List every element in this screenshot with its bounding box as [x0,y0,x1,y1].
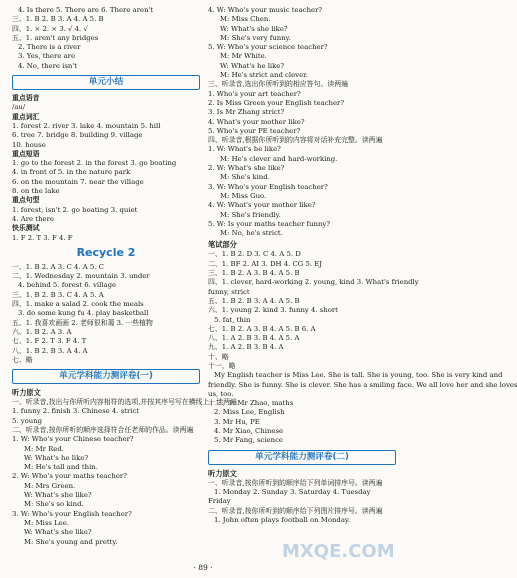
text-line: 八、1. B 2. B 3. A 4. A [12,346,88,355]
text-line: W: What's he like? [220,61,285,70]
text-line: 一、1. B 2. D 3. C 4. A 5. D [208,250,301,259]
text-line: 3. Is Mr Zhang strict? [208,108,285,117]
text-line: M: She's young and pretty. [24,537,118,546]
text-line: M: Mr White. [220,52,267,61]
sentences-heading: 重点句型 [12,196,40,205]
text-line: 4. What's your mother like? [208,117,305,126]
text-line: 2. W: Who's your maths teacher? [12,472,127,481]
text-line: 六、1. B 2. A 3. A [12,327,72,336]
text-line: 5. fat, thin [214,315,251,324]
text-line: 二、1. Wednesday 2. mountain 3. under [12,272,150,281]
text-line: 1. funny 2. finish 3. Chinese 4. strict [12,407,140,416]
text-line: 3. do some kung fu 4. play basketball [18,309,149,318]
text-line: 1. forest, isn't 2. go boating 3. quiet [12,205,138,214]
text-line: 四、1. clever, hard-working 2. young, kind 3. What's friendly [208,278,419,287]
text-line: us, too. [208,389,234,398]
text-line: 二、听录音,按你所听的顺序选择符合任老师的作品。读两遍 [12,425,194,434]
text-line: 一、1. B 2. A 3. C 4. A 5. C [12,262,104,271]
text-line: 4. in front of 5. in the nature park [12,168,131,177]
pronunciation-heading: 重点语音 [12,94,40,103]
text-line: 6. tree 7. bridge 8. building 9. village [12,131,143,140]
text-line: M: She's kind. [220,173,270,182]
text-line: 4. Are there [12,214,54,223]
text-line: 八、1. A 2. B 3. B 4. A 5. A [208,334,300,343]
right-column [208,6,517,562]
text-line: 2. There is a river [18,43,81,52]
svg-text:MXQE.COM: MXQE.COM [282,541,395,562]
test1-title: 单元学科能力测评卷(一) [12,369,200,384]
text-line: 3. W: Who's your English teacher? [12,509,132,518]
text-line: 2. Is Miss Green your English teacher? [208,98,345,107]
text-line: /au/ [12,103,26,112]
text-line: 5. W: Is your maths teacher funny? [208,219,331,228]
text-line: 4. W: What's your mother like? [208,201,316,210]
recycle-title: Recycle 2 [76,245,136,259]
text-line: funny, strict [208,287,250,296]
unit-summary-title: 单元小结 [12,75,200,90]
text-line: 二、听录音,按你所听到的顺序给下列图片排序号。读两遍 [208,506,383,515]
text-line: 四、听录音,根据你所听到的内容将对话补充完整。读两遍 [208,136,383,145]
text-line: 4. Is there 5. There are 6. There aren't [18,6,154,14]
text-line: 三、1. B 2. A 3. B 4. A 5. B [208,269,300,278]
text-line: M: Miss Guo. [220,191,267,200]
text-line: 1. forest 2. river 3. lake 4. mountain 5. hill [12,121,161,130]
text-line: 十、略 [208,352,229,361]
page-number: · 89 · [193,563,213,572]
text-line: 五、1. 我喜欢画画 2. 老师很和蔼 3. 一些植物 [12,318,153,327]
text-line: 四、1. make a salad 2. cook the meals [12,300,144,309]
listening-heading: 听力原文 [12,388,41,398]
text-line: 十一、略 [208,361,236,370]
text-line: 1. John often plays football on Monday. [214,515,351,524]
text-line: 一、听录音,按你所听到的顺序给下列单词排序号。读两遍 [208,478,383,487]
text-line: 8. on the lake [12,187,60,196]
text-line: 七、1. F 2. T 3. F 4. T [12,337,87,346]
text-line: 六、1. young 2. kind 3. funny 4. short [208,306,338,315]
text-line: M: He's clever and hard-working. [220,154,338,163]
text-line: W: What's she like? [24,528,92,537]
text-line: 1. W: Who's your Chinese teacher? [12,435,134,444]
text-line: 10. house [12,140,46,149]
text-line: 4. No, there isn't [18,61,78,70]
text-line: 五、1. aren't any bridges [12,33,99,42]
text-line: 5. W: Who's your science teacher? [208,43,328,52]
text-line: My English teacher is Miss Lee. She is tall. She is young, too. She is very kind and [214,371,503,380]
text-line: M: She's so kind. [24,500,84,509]
text-line: 3. Yes, there are [18,52,76,61]
text-line: 1. Who's your art teacher? [208,89,301,98]
text-line: 3. W: Who's your English teacher? [208,182,328,191]
text-line: 七、1. B 2. A 3. B 4. A 5. B 6. A [208,324,316,333]
text-line: M: She's friendly. [220,210,281,219]
text-line: 五、1. B 2. B 3. A 4. A 5. B [208,296,300,305]
text-line: 三、听录音,选出你所听到的相应答句。读两遍 [208,80,349,89]
text-line: 5. young [12,416,43,425]
text-line: 4. behind 5. forest 6. village [18,281,117,290]
text-line: W: What's she like? [220,24,288,33]
text-line: W: What's she like? [24,491,92,500]
text-line: M: Miss Chen. [220,15,271,24]
text-line: 5. Who's your PE teacher? [208,126,301,135]
text-line: 6. on the mountain 7. near the village [12,177,144,186]
words-heading: 重点词汇 [12,112,40,121]
test2-title: 单元学科能力测评卷(二) [208,450,396,465]
text-line: 4. W: Who's your music teacher? [208,6,323,14]
text-line: M: Mrs Green. [24,481,76,490]
text-line: M: Mr Red. [24,444,64,453]
text-line: 十二、1. Mr Zhao, maths [208,399,294,408]
text-line: W: What's he like? [24,453,89,462]
text-line: Friday [208,497,231,506]
text-line: 1. Monday 2. Sunday 3. Saturday 4. Tuesday [214,487,371,496]
text-line: 4. Mr Xiao, Chinese [214,427,284,436]
text-line: 2. W: What's she like? [208,164,285,173]
text-line: friendly. She is funny. She is clever. She has a smiling face. We all love her and she loves [208,380,517,389]
listening2-heading: 听力原文 [208,468,237,478]
text-line: 九、1. A 2. B 3. B 4. A [208,343,284,352]
text-line: M: No, he's strict. [220,229,283,238]
text-line: M: He's tall and thin. [24,463,98,472]
text-line: 四、1. × 2. × 3. √ 4. √ [12,24,88,33]
text-line: 1. go to the forest 2. in the forest 3. go boating [12,159,177,168]
phrases-heading: 重点短语 [12,149,40,158]
text-line: 一、听录音,找出与你所听内容相符的选项,并按其序号写在横线上。读两遍 [12,398,237,407]
text-line: M: Miss Lee. [24,518,70,527]
text-line: 二、1. BF 2. AI 3. DH 4. CG 5. EJ [208,259,323,268]
written-heading: 笔试部分 [208,240,237,250]
text-line: 2. Miss Lee, English [214,408,285,417]
text-line: M: He's strict and clever. [220,71,308,80]
text-line: M: She's very funny. [220,33,291,42]
text-line: 三、1. B 2. B 3. C 4. A 5. A [12,290,104,299]
text-line: 5. Mr Fang, science [214,436,284,445]
text-line: 三、1. B 2. B 3. A 4. A 5. B [12,15,104,24]
practice-heading: 快乐测试 [12,224,40,233]
text-line: 1. F 2. T 3. F 4. F [12,233,73,242]
text-line: 七、略 [12,355,33,364]
text-line: 1. W: What's he like? [208,145,281,154]
text-line: 3. Mr Hu, PE [214,417,260,426]
